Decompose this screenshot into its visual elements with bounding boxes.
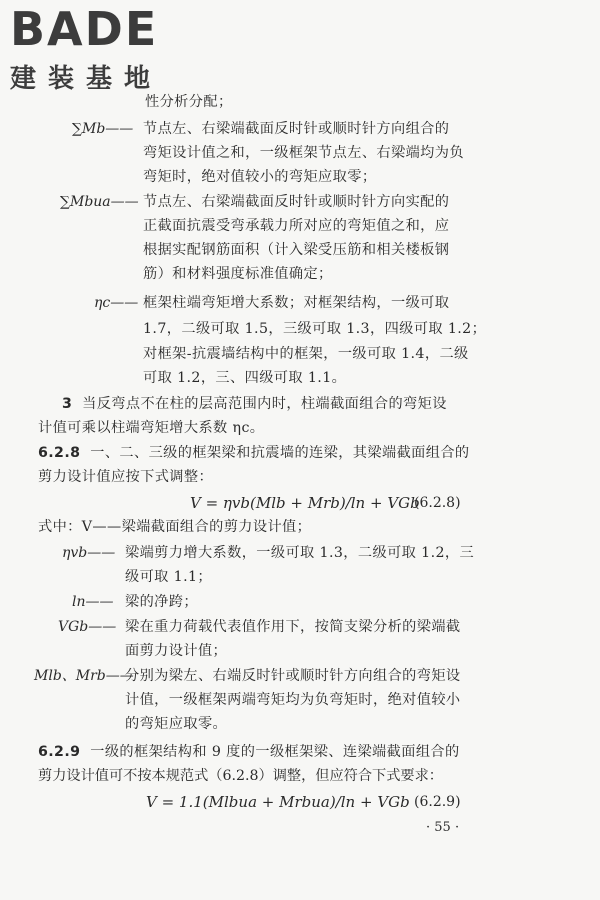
text-line: 式中：V——梁端截面组合的剪力设计值； <box>38 519 312 535</box>
page-number: · 55 · <box>426 820 460 835</box>
equation-6-2-8: V = ηvb(Mlb + Mrb)/ln + VGb <box>190 494 420 512</box>
text-line: 节点左、右梁端截面反时针或顺时针方向组合的 <box>143 121 450 137</box>
text-line: 的弯矩应取零。 <box>125 716 228 732</box>
text-line: 剪力设计值可不按本规范式（6.2.8）调整，但应符合下式要求： <box>38 768 443 784</box>
symbol-vgb: VGb—— <box>58 619 117 635</box>
text-line: 筋）和材料强度标准值确定； <box>143 266 333 282</box>
logo <box>10 4 162 95</box>
symbol-sum-mbua: ∑Mbua—— <box>60 194 139 210</box>
text-line: 弯矩时，绝对值较小的弯矩应取零； <box>143 169 377 185</box>
symbol-eta-vb: ηvb—— <box>62 545 116 561</box>
text-line: 梁端剪力增大系数，一级可取 1.3，二级可取 1.2，三 <box>125 545 475 561</box>
text-line: 弯矩设计值之和，一级框架节点左、右梁端均为负 <box>143 145 464 161</box>
brand-name: BADE <box>10 2 159 56</box>
text-line: 对框架-抗震墙结构中的框架，一级可取 1.4，二级 <box>143 346 469 362</box>
section-number: 6.2.9 <box>38 744 81 760</box>
text-line: 1.7，二级可取 1.5，三级可取 1.3，四级可取 1.2； <box>143 321 487 337</box>
text-line: 根据实配钢筋面积（计入梁受压筋和相关楼板钢 <box>143 242 450 258</box>
text-line: 正截面抗震受弯承载力所对应的弯矩值之和，应 <box>143 218 450 234</box>
text-line: 梁在重力荷载代表值作用下，按简支梁分析的梁端截 <box>125 619 461 635</box>
text-line: 框架柱端弯矩增大系数；对框架结构，一级可取 <box>143 295 450 311</box>
text-line: 一、二、三级的框架梁和抗震墙的连梁，其梁端截面组合的 <box>90 445 470 461</box>
text-line: 性分析分配； <box>145 94 233 110</box>
symbol-mlb-mrb: Mlb、Mrb—— <box>34 668 134 684</box>
section-6-2-8 <box>38 443 470 463</box>
equation-6-2-9: V = 1.1(Mlbua + Mrbua)/ln + VGb <box>146 793 410 811</box>
text-line: 梁的净跨； <box>125 594 198 610</box>
symbol-eta-c: ηc—— <box>94 295 139 311</box>
text-line: 计值，一级框架两端弯矩均为负弯矩时，绝对值较小 <box>125 692 461 708</box>
text-line: 一级的框架结构和 9 度的一级框架梁、连梁端截面组合的 <box>90 744 460 760</box>
symbol-ln: ln—— <box>72 594 114 610</box>
text-line: 面剪力设计值； <box>125 643 228 659</box>
section-6-2-9 <box>38 742 460 762</box>
section-number: 6.2.8 <box>38 445 81 461</box>
text-line: 分别为梁左、右端反时针或顺时针方向组合的弯矩设 <box>125 668 461 684</box>
text-line: 可取 1.2，三、四级可取 1.1。 <box>143 370 347 386</box>
paragraph-number: 3 <box>62 396 73 412</box>
brand-subtitle: 建装基地 <box>10 64 163 94</box>
equation-number: (6.2.9) <box>414 794 461 810</box>
text-line: 级可取 1.1； <box>125 569 213 585</box>
symbol-sum-mb: ∑Mb—— <box>72 121 134 137</box>
text-line: 当反弯点不在柱的层高范围内时，柱端截面组合的弯矩设 <box>82 396 447 412</box>
text-line: 计值可乘以柱端弯矩增大系数 ηc。 <box>38 420 265 436</box>
paragraph-3 <box>62 394 447 414</box>
text-line: 剪力设计值应按下式调整： <box>38 469 214 485</box>
text-line: 节点左、右梁端截面反时针或顺时针方向实配的 <box>143 194 450 210</box>
equation-number: (6.2.8) <box>414 495 461 511</box>
